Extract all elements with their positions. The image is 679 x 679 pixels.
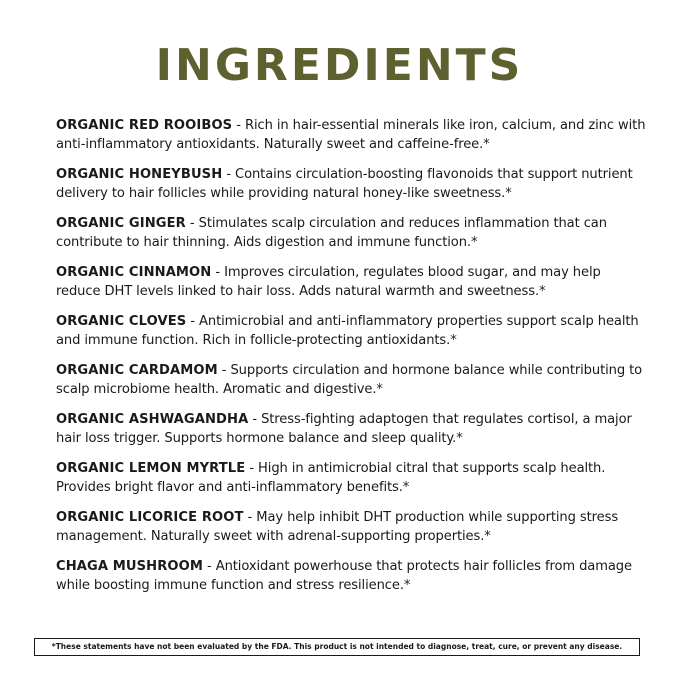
ingredient-description: Supports circulation and hormone balance while contributing to scalp microbiome health. Aromatic and digestive.* (56, 363, 643, 397)
separator: - (248, 412, 262, 427)
ingredient-item (56, 116, 646, 165)
ingredient-item (56, 508, 646, 557)
ingredient-item (56, 263, 646, 312)
ingredient-name: ORGANIC CARDAMOM (56, 363, 218, 378)
ingredient-item (56, 214, 646, 263)
ingredient-description: Improves circulation, regulates blood sugar, and may help reduce DHT levels linked to hair loss. Adds natural warmth and sweetness.* (56, 265, 601, 299)
ingredient-name: ORGANIC HONEYBUSH (56, 167, 223, 182)
ingredient-name: ORGANIC RED ROOIBOS (56, 118, 233, 133)
ingredient-item (56, 459, 646, 508)
ingredient-description: Contains circulation-boosting flavonoids that support nutrient delivery to hair follicles while providing natural honey-like sweetness.* (56, 167, 633, 201)
page-title: INGREDIENTS (155, 40, 524, 91)
ingredient-name: ORGANIC LICORICE ROOT (56, 510, 244, 525)
ingredient-item (56, 361, 646, 410)
separator: - (222, 167, 236, 182)
separator: - (186, 314, 200, 329)
ingredient-list (56, 116, 646, 606)
separator: - (245, 461, 259, 476)
ingredient-item (56, 410, 646, 459)
separator: - (185, 216, 199, 231)
ingredient-item (56, 557, 646, 606)
ingredient-description: Rich in hair-essential minerals like iron, calcium, and zinc with anti-inflammatory antioxidants. Naturally sweet and caffeine-free.* (56, 118, 646, 152)
ingredient-description: Stress-fighting adaptogen that regulates cortisol, a major hair loss trigger. Supports hormone balance and sleep quality.* (56, 412, 632, 446)
ingredient-name: ORGANIC CLOVES (56, 314, 187, 329)
ingredient-description: May help inhibit DHT production while supporting stress management. Naturally sweet with adrenal-supporting properties.* (56, 510, 619, 544)
ingredient-name: ORGANIC CINNAMON (56, 265, 212, 280)
ingredient-name: CHAGA MUSHROOM (56, 559, 203, 574)
fda-disclaimer: *These statements have not been evaluated by the FDA. This product is not intended to diagnose, treat, cure, or prevent any disease. (34, 638, 640, 656)
separator: - (217, 363, 231, 378)
ingredient-description: Antioxidant powerhouse that protects hair follicles from damage while boosting immune function and stress resilience.* (56, 559, 632, 593)
separator: - (202, 559, 216, 574)
ingredient-item (56, 165, 646, 214)
separator: - (232, 118, 245, 133)
ingredient-description: Antimicrobial and anti-inflammatory properties support scalp health and immune function. Rich in follicle-protecting antioxidants.* (56, 314, 639, 348)
separator: - (211, 265, 225, 280)
ingredient-description: High in antimicrobial citral that supports scalp health. Provides bright flavor and anti-inflammatory benefits.* (56, 461, 606, 495)
separator: - (243, 510, 257, 525)
ingredient-name: ORGANIC ASHWAGANDHA (56, 412, 249, 427)
ingredient-item (56, 312, 646, 361)
ingredient-name: ORGANIC LEMON MYRTLE (56, 461, 246, 476)
ingredient-description: Stimulates scalp circulation and reduces inflammation that can contribute to hair thinning. Aids digestion and immune function.* (56, 216, 607, 250)
ingredient-name: ORGANIC GINGER (56, 216, 186, 231)
